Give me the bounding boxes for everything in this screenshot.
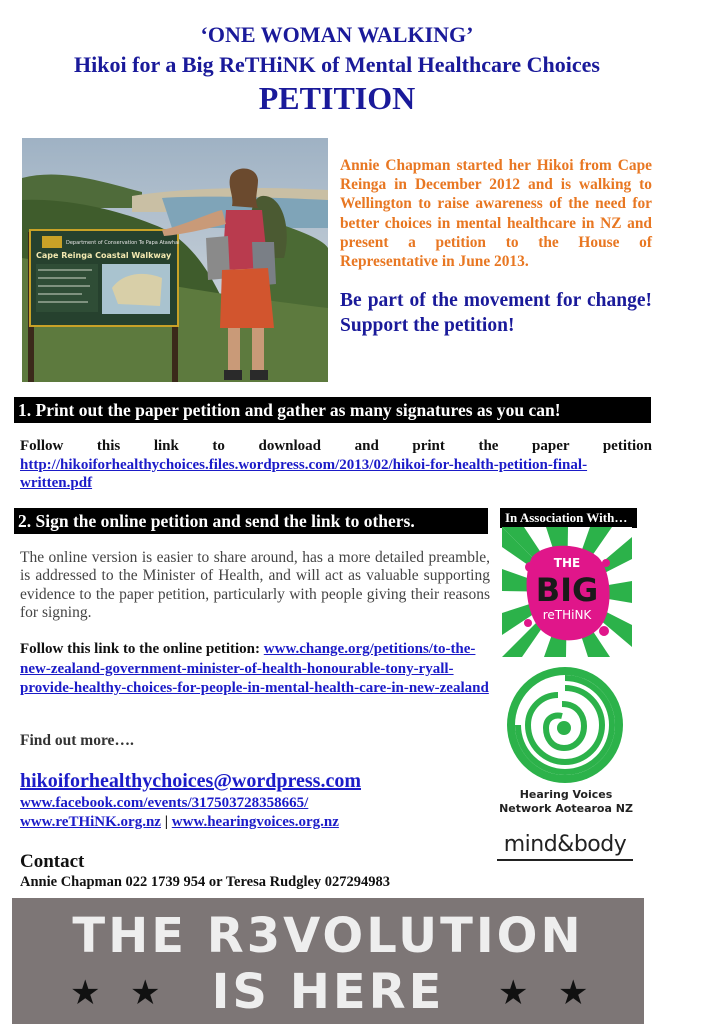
call-to-action: Be part of the movement for change! Support the petition! [340,290,652,336]
step1-heading: 1. Print out the paper petition and gather as many signatures as you can! [14,397,651,423]
title-petition: PETITION [258,80,416,116]
step2-body: The online version is easier to share around, has a more detailed preamble, is addressed to the Minister of Health, and will act as valuable supporting evidence to the paper petition, particularly with people giving their reasons for signing. [20,549,490,622]
star-icon: ★ [558,975,589,1012]
step1-follow-text: Follow this link to download and print the paper petition [20,438,652,454]
big-rethink-logo [502,527,632,657]
online-petition-paragraph [20,640,490,699]
star-icon: ★ [130,975,161,1012]
websites-line [20,814,339,831]
association-label: In Association With… [500,508,637,528]
star-icon: ★ [70,975,101,1012]
hikoi-photo [22,138,328,382]
find-out-more-heading: Find out more…. [20,732,134,749]
link-separator: | [164,814,169,830]
sign-small-text: Department of Conservation Te Papa Atawhai [66,240,180,246]
online-petition-link[interactable]: www.change.org/petitions/to-the-new-zealand-government-minister-of-health-honourable-tony-ryall-provide-healthy-choices-for-people-in-mental-health-care-in-new-zealand [20,641,489,696]
star-icon: ★ [498,975,529,1012]
step2-heading: 2. Sign the online petition and send the link to others. [14,508,488,534]
hearing-voices-name: Hearing Voices Network Aotearoa NZ [499,788,633,815]
mind-and-body-logo: mind&body [497,832,633,861]
big-logo-the: THE [553,556,581,570]
contact-details: Annie Chapman 022 1739 954 or Teresa Rudgley 027294983 [20,874,391,890]
big-logo-rethink: reTHiNK [542,608,592,622]
paper-petition-link[interactable]: http://hikoiforhealthychoices.files.wordpress.com/2013/02/hikoi-for-health-petition-final-written.pdf [20,457,588,491]
big-logo-big: BIG [535,571,599,609]
wordpress-link[interactable]: hikoiforhealthychoices@wordpress.com [20,770,361,792]
contact-heading: Contact [20,851,85,872]
online-petition-label: Follow this link to the online petition: [20,641,261,657]
title-line-2: Hikoi for a Big ReTHiNK of Mental Healthcare Choices [74,52,600,77]
banner-line-1: THE R3VOLUTION [72,908,584,964]
hearing-voices-logo [504,664,626,786]
banner-line-2: IS HERE [211,964,445,1020]
intro-paragraph: Annie Chapman started her Hikoi from Cape Reinga in December 2012 and is walking to Wellington to raise awareness of the need for better choices in mental healthcare in NZ and present a petition to the House of Representative in June 2013. [340,157,652,271]
hearing-voices-link[interactable]: www.hearingvoices.org.nz [171,814,339,830]
facebook-link[interactable]: www.facebook.com/events/317503728358665/ [20,795,309,811]
title-line-1: ‘ONE WOMAN WALKING’ [200,22,474,47]
sign-title: Cape Reinga Coastal Walkway [36,251,172,260]
revolution-banner [12,898,644,1024]
rethink-link[interactable]: www.reTHiNK.org.nz [20,814,161,830]
